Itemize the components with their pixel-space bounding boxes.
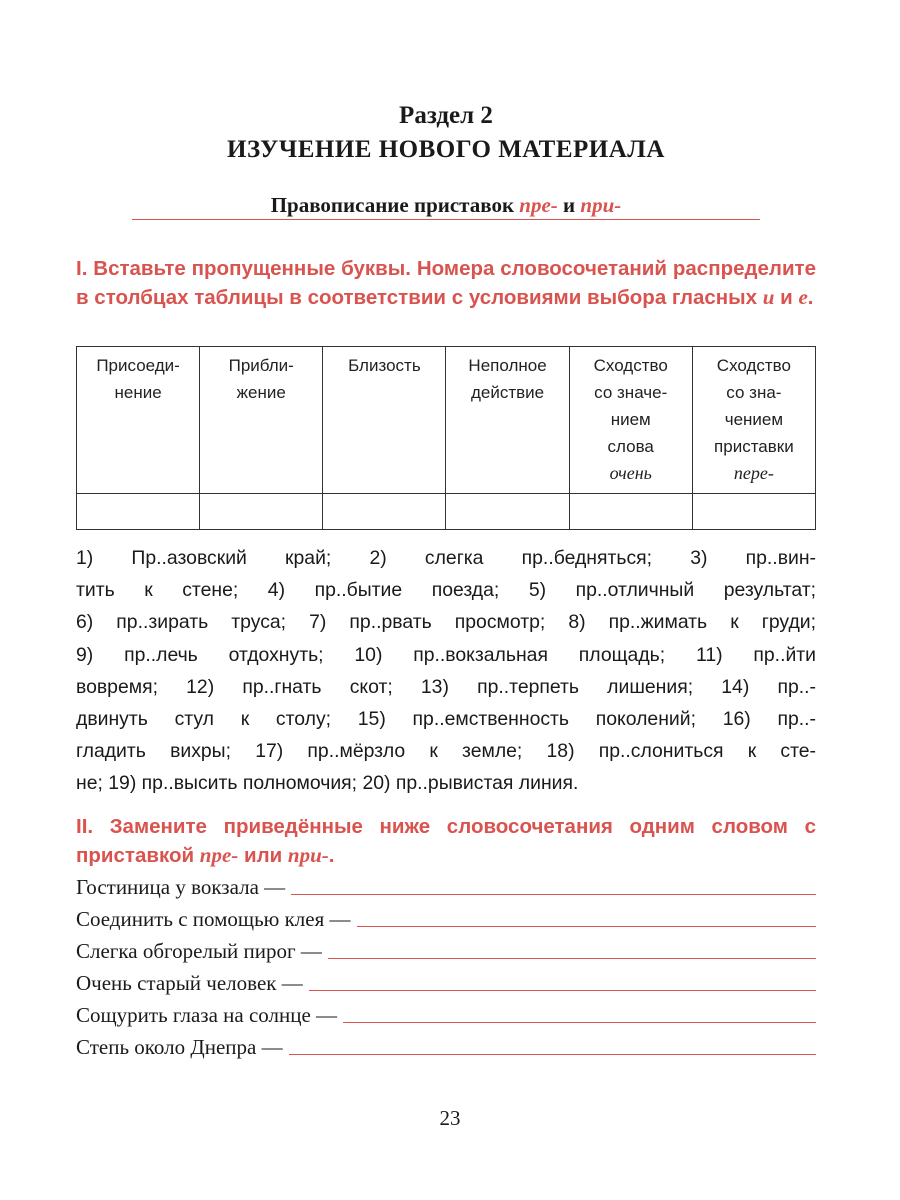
table-header-line: Сходство [593,356,668,375]
topic-text: Правописание приставок [270,193,520,217]
section-number: Раздел 2 [399,102,493,129]
table-header-cell [77,347,200,494]
exercise-line: тить к стене; 4) пр..бытие поезда; 5) пр..отличный результат; [76,579,816,602]
answer-blank-line[interactable] [309,990,816,991]
table-header-line: Сходство [716,356,791,375]
table-answer-row [77,493,816,529]
fill-in-prompt: Соединить с помощью клея — [76,907,351,931]
table-header-italic-word: очень [609,463,652,483]
table-header-line: нием [610,410,651,429]
task-2-instruction [76,812,816,870]
task-1-text: I. Вставьте пропущенные буквы. Номера словосочетаний распределите в столбцах таблицы в соответствии с условиями выбора гласных [76,257,816,309]
table-answer-cell[interactable] [77,493,200,529]
exercise-line: вовремя; 12) пр..гнать скот; 13) пр..терпеть лишения; 14) пр..- [76,675,816,698]
table-header-line: Близость [348,356,421,375]
table-header-line: жение [236,383,286,402]
classification-table [76,346,816,530]
fill-in-row [76,968,816,996]
table-answer-cell[interactable] [446,493,569,529]
exercise-line: 6) пр..зирать труса; 7) пр..рвать просмотр; 8) пр..жимать к груди; [76,611,816,634]
table-header-line: приставки [714,437,794,456]
exercise-line: не; 19) пр..высить полномочия; 20) пр..рывистая линия. [76,772,579,795]
table-header-line: слова [607,437,654,456]
exercise-line: 1) Пр..азовский край; 2) слегка пр..бедняться; 3) пр..вин- [76,547,816,569]
table-answer-cell[interactable] [692,493,815,529]
fill-in-row [76,1000,816,1028]
fill-in-row [76,936,816,964]
task-1-end: . [807,286,814,309]
task-2-prefix-pri: при- [287,843,329,867]
table-header-cell [446,347,569,494]
topic-heading [76,193,816,218]
task-2-text: II. Замените приведённые ниже словосочетания одним словом с приставкой [76,815,816,867]
table-header-cell [692,347,815,494]
table-header-line: Присоеди- [96,356,180,375]
table-header-line: Прибли- [228,356,294,375]
table-header-cell [323,347,446,494]
topic-underline [132,219,760,220]
fill-in-row [76,904,816,932]
exercise-line: гладить вихры; 17) пр..мёрзло к земле; 18) пр..слониться к сте- [76,740,816,763]
fill-in-row [76,872,816,900]
fill-in-prompt: Слегка обгорелый пирог — [76,939,322,963]
task-1-vowel-i: и [762,285,775,309]
topic-prefix-pre: пре- [519,193,558,217]
fill-in-row [76,1032,816,1060]
table-header-row [77,347,816,494]
answer-blank-line[interactable] [328,958,816,959]
table-header-line: Неполное [468,356,547,375]
table-header-line: действие [470,383,545,402]
exercise-items [76,542,816,800]
topic-prefix-pri: при- [580,193,622,217]
task-1-instruction [76,254,816,312]
table-header-line: со значе- [594,383,668,402]
section-title: ИЗУЧЕНИЕ НОВОГО МАТЕРИАЛА [227,136,665,163]
page-number: 23 [439,1106,461,1130]
exercise-line: двинуть стул к столу; 15) пр..емственность поколений; 16) пр..- [76,708,816,731]
fill-in-prompt: Гостиница у вокзала — [76,875,286,899]
answer-blank-line[interactable] [343,1022,816,1023]
exercise-line: 9) пр..лечь отдохнуть; 10) пр..вокзальная площадь; 11) пр..йти [76,643,816,666]
task-2-prefix-pre: пре- [199,843,239,867]
table-answer-cell[interactable] [569,493,692,529]
task-2-conj: или [238,844,288,867]
task-1-conj: и [774,286,799,309]
task-1-vowel-e: е [798,285,808,309]
table-answer-cell[interactable] [200,493,323,529]
table-header-line: нение [114,383,162,402]
answer-blank-line[interactable] [289,1054,816,1055]
table-header-line: чением [724,410,784,429]
table-header-italic-word: пере- [733,463,774,483]
answer-blank-line[interactable] [291,894,816,895]
topic-conj: и [557,193,581,217]
table-answer-cell[interactable] [323,493,446,529]
answer-blank-line[interactable] [357,926,816,927]
table-header-cell [200,347,323,494]
task-2-end: . [328,844,335,867]
table-header-cell [569,347,692,494]
table-header-line: со зна- [726,383,782,402]
fill-in-prompt: Степь около Днепра — [76,1035,283,1059]
fill-in-prompt: Очень старый человек — [76,971,303,995]
fill-in-prompt: Сощурить глаза на солнце — [76,1003,338,1027]
